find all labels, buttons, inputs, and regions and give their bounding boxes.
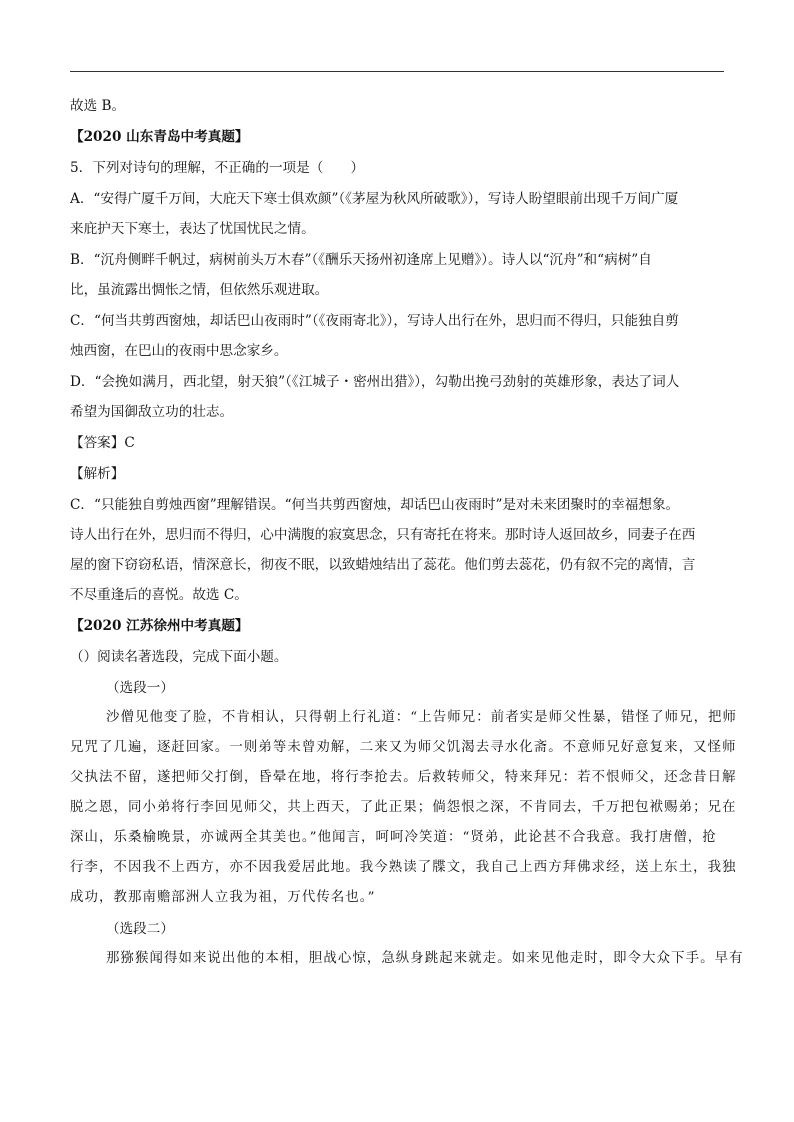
option-c-line-2: 烛西窗，在巴山的夜雨中思念家乡。 [70, 343, 288, 359]
answer-label: 【答案】C [70, 435, 135, 451]
option-a-line-1: A．“安得广厦千万间，大庇天下寒士俱欢颜”（《茅屋为秋风所破歌》），写诗人盼望眼前出现千万间广厦 [70, 191, 679, 207]
excerpt-2-label: （选段二） [106, 921, 174, 937]
excerpt-1-line-1: 沙僧见他变了脸，不肯相认，只得朝上行礼道：“上告师兄：前者实是师父性暴，错怪了师兄，把师 [106, 710, 738, 725]
analysis-label: 【解析】 [70, 466, 125, 482]
analysis-line-1: C．“只能独自剪烛西窗”理解错误。“何当共剪西窗烛，却话巴山夜雨时”是对未来团聚时的幸福想象。 [70, 497, 680, 513]
excerpt-1-line-3: 父执法不留，遂把师父打倒，昏晕在地，将行李抢去。后救转师父，特来拜兄：若不恨师父，还念昔日解 [70, 770, 737, 785]
analysis-line-2: 诗人出行在外，思归而不得归，心中满腹的寂寞思念，只有寄托在将来。那时诗人返回故乡，同妻子在西 [70, 527, 696, 543]
answer-choice-line: 故选 B。 [70, 98, 126, 114]
document-page [70, 96, 744, 969]
analysis-line-4: 不尽重逢后的喜悦。故选 C。 [70, 587, 248, 603]
question-5-stem: 5．下列对诗句的理解，不正确的一项是（ ） [70, 160, 365, 176]
option-b-line-1: B．“沉舟侧畔千帆过，病树前头万木春”（《酬乐天扬州初逢席上见赠》）。诗人以“沉舟”和“病树”自 [70, 252, 652, 268]
option-b-line-2: 比，虽流露出惆怅之情，但依然乐观进取。 [70, 282, 329, 298]
excerpt-1-line-6: 行李，不因我不上西方，亦不因我爱居此地。我今熟读了牒文，我自己上西方拜佛求经，送上东土，我独 [70, 860, 737, 875]
option-d-line-2: 希望为国御敌立功的壮志。 [70, 404, 234, 420]
excerpt-1-line-2: 兄咒了几遍，逐赶回家。一则弟等未曾劝解，二来又为师父饥渴去寻水化斋。不意师兄好意复来，又怪师 [70, 740, 737, 755]
header-rule [70, 71, 724, 72]
excerpt-1-line-4: 脱之恩，同小弟将行李回见师父，共上西天，了此正果；倘怨恨之深，不肯同去，千万把包袱赐弟；兄在 [70, 800, 737, 815]
excerpt-2-line-1: 那猕猴闻得如来说出他的本相，胆战心惊，急纵身跳起来就走。如来见他走时，即令大众下手。早有 [106, 951, 744, 966]
section-heading-xuzhou: 【2020 江苏徐州中考真题】 [70, 618, 249, 634]
option-c-line-1: C．“何当共剪西窗烛，却话巴山夜雨时”（《夜雨寄北》），写诗人出行在外，思归而不得归，只能独自剪 [70, 313, 679, 329]
analysis-line-3: 屋的窗下窃窃私语，情深意长，彻夜不眠，以致蜡烛结出了蕊花。他们剪去蕊花，仍有叙不完的离情，言 [70, 557, 696, 573]
excerpt-1-label: （选段一） [106, 680, 174, 696]
excerpt-1-line-7: 成功，教那南赡部洲人立我为祖，万代传名也。” [70, 890, 376, 905]
option-a-line-2: 来庇护天下寒士，表达了忧国忧民之情。 [70, 221, 315, 237]
section-heading-qingdao: 【2020 山东青岛中考真题】 [70, 129, 249, 145]
excerpt-1-line-5: 深山，乐桑榆晚景，亦诚两全其美也。”他闻言，呵呵冷笑道：“贤弟，此论甚不合我意。我打唐僧，抢 [70, 830, 717, 845]
reading-instruction: （）阅读名著选段，完成下面小题。 [70, 649, 288, 665]
option-d-line-1: D．“会挽如满月，西北望，射天狼”（《江城子・密州出猎》），勾勒出挽弓劲射的英雄形象，表达了词人 [70, 374, 680, 390]
